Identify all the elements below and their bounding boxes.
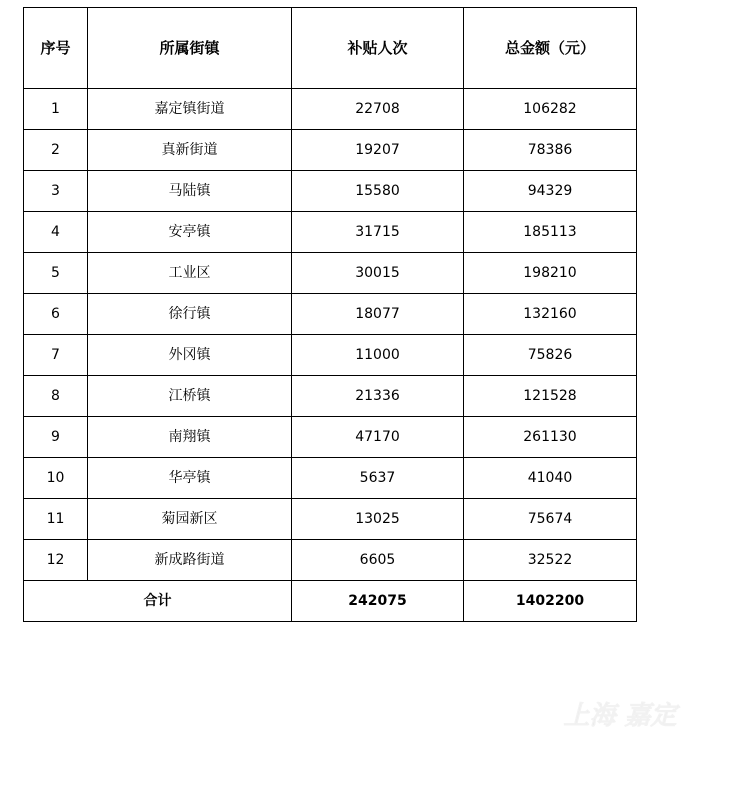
row-total-amount: 198210 <box>464 253 637 294</box>
row-street-town: 华亭镇 <box>88 458 292 499</box>
row-street-town: 马陆镇 <box>88 171 292 212</box>
row-total-amount: 75826 <box>464 335 637 376</box>
table-row <box>24 130 637 171</box>
row-street-town: 新成路街道 <box>88 540 292 581</box>
row-subsidy-count: 5637 <box>292 458 464 499</box>
table-row <box>24 212 637 253</box>
total-row <box>24 581 637 622</box>
row-subsidy-count: 31715 <box>292 212 464 253</box>
row-subsidy-count: 18077 <box>292 294 464 335</box>
row-subsidy-count: 13025 <box>292 499 464 540</box>
table-row <box>24 294 637 335</box>
watermark-text: 上海 嘉定 <box>563 701 677 731</box>
row-subsidy-count: 15580 <box>292 171 464 212</box>
row-index: 7 <box>24 335 88 376</box>
row-total-amount: 75674 <box>464 499 637 540</box>
row-index: 6 <box>24 294 88 335</box>
row-index: 3 <box>24 171 88 212</box>
row-total-amount: 78386 <box>464 130 637 171</box>
row-total-amount: 121528 <box>464 376 637 417</box>
table-row <box>24 171 637 212</box>
row-index: 5 <box>24 253 88 294</box>
row-subsidy-count: 19207 <box>292 130 464 171</box>
header-street-town: 所属街镇 <box>88 8 292 89</box>
row-index: 11 <box>24 499 88 540</box>
row-index: 1 <box>24 89 88 130</box>
row-subsidy-count: 6605 <box>292 540 464 581</box>
row-index: 4 <box>24 212 88 253</box>
table-row <box>24 253 637 294</box>
row-street-town: 南翔镇 <box>88 417 292 458</box>
row-index: 2 <box>24 130 88 171</box>
header-total-amount: 总金额（元） <box>464 8 637 89</box>
row-index: 12 <box>24 540 88 581</box>
row-index: 10 <box>24 458 88 499</box>
table-row <box>24 89 637 130</box>
row-street-town: 工业区 <box>88 253 292 294</box>
total-subsidy-count: 242075 <box>292 581 464 622</box>
total-amount: 1402200 <box>464 581 637 622</box>
table-row <box>24 376 637 417</box>
table-row <box>24 458 637 499</box>
row-subsidy-count: 30015 <box>292 253 464 294</box>
table-row <box>24 540 637 581</box>
row-index: 8 <box>24 376 88 417</box>
subsidy-table <box>23 7 637 622</box>
header-index: 序号 <box>24 8 88 89</box>
table-row <box>24 335 637 376</box>
watermark-logo <box>550 690 690 738</box>
row-street-town: 菊园新区 <box>88 499 292 540</box>
row-total-amount: 132160 <box>464 294 637 335</box>
table-row <box>24 499 637 540</box>
row-total-amount: 106282 <box>464 89 637 130</box>
row-subsidy-count: 22708 <box>292 89 464 130</box>
row-total-amount: 185113 <box>464 212 637 253</box>
row-total-amount: 94329 <box>464 171 637 212</box>
row-street-town: 徐行镇 <box>88 294 292 335</box>
row-subsidy-count: 21336 <box>292 376 464 417</box>
row-total-amount: 32522 <box>464 540 637 581</box>
row-index: 9 <box>24 417 88 458</box>
row-street-town: 嘉定镇街道 <box>88 89 292 130</box>
table-header-row <box>24 8 637 89</box>
row-street-town: 外冈镇 <box>88 335 292 376</box>
row-street-town: 真新街道 <box>88 130 292 171</box>
row-total-amount: 261130 <box>464 417 637 458</box>
row-subsidy-count: 11000 <box>292 335 464 376</box>
total-label: 合计 <box>24 581 292 622</box>
table-row <box>24 417 637 458</box>
row-total-amount: 41040 <box>464 458 637 499</box>
row-subsidy-count: 47170 <box>292 417 464 458</box>
row-street-town: 安亭镇 <box>88 212 292 253</box>
header-subsidy-count: 补贴人次 <box>292 8 464 89</box>
row-street-town: 江桥镇 <box>88 376 292 417</box>
